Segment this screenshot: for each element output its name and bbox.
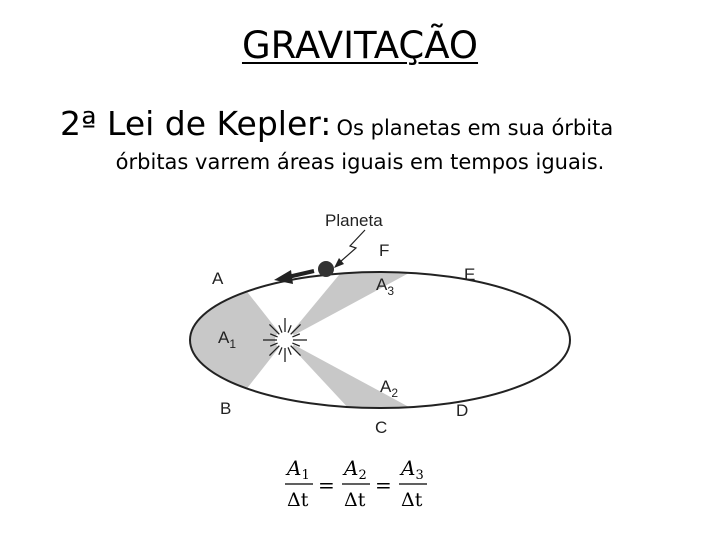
svg-text:Δt: Δt — [344, 489, 366, 511]
planet — [318, 261, 334, 277]
point-label-f: F — [379, 241, 390, 260]
sun-icon — [263, 318, 307, 362]
point-label-e: E — [464, 265, 476, 284]
formula-equals-2: = — [375, 473, 392, 497]
svg-text:Δt: Δt — [287, 489, 309, 511]
formula-term-3 — [399, 456, 427, 511]
point-label-c: C — [375, 418, 388, 437]
formula-term-1 — [285, 456, 313, 511]
point-label-a: A — [212, 269, 224, 288]
area-label-a3: $A_3$ — [376, 275, 395, 298]
law-statement-line2: órbitas varrem áreas iguais em tempos iguais. — [115, 150, 605, 174]
slide-title: GRAVITAÇÃO — [241, 24, 479, 67]
planet-label: Planeta — [325, 211, 383, 230]
kepler-formula — [285, 456, 427, 511]
svg-text:A3: $A_3$ — [401, 456, 424, 483]
point-label-b: B — [220, 399, 232, 418]
law-text-part1: Os planetas em sua órbita — [336, 116, 614, 140]
planet-label-pointer — [340, 230, 365, 262]
svg-text:A1: $A_1$ — [287, 456, 310, 483]
area-label-a1: $A_1$ — [218, 328, 237, 351]
svg-text:Δt: Δt — [401, 489, 423, 511]
formula-term-2 — [342, 456, 370, 511]
law-heading: 2ª Lei de Kepler: — [60, 104, 332, 143]
point-label-d: D — [456, 401, 469, 420]
svg-text:A2: $A_2$ — [344, 456, 367, 483]
formula-equals-1: = — [318, 473, 335, 497]
area-label-a2: $A_2$ — [380, 377, 399, 400]
